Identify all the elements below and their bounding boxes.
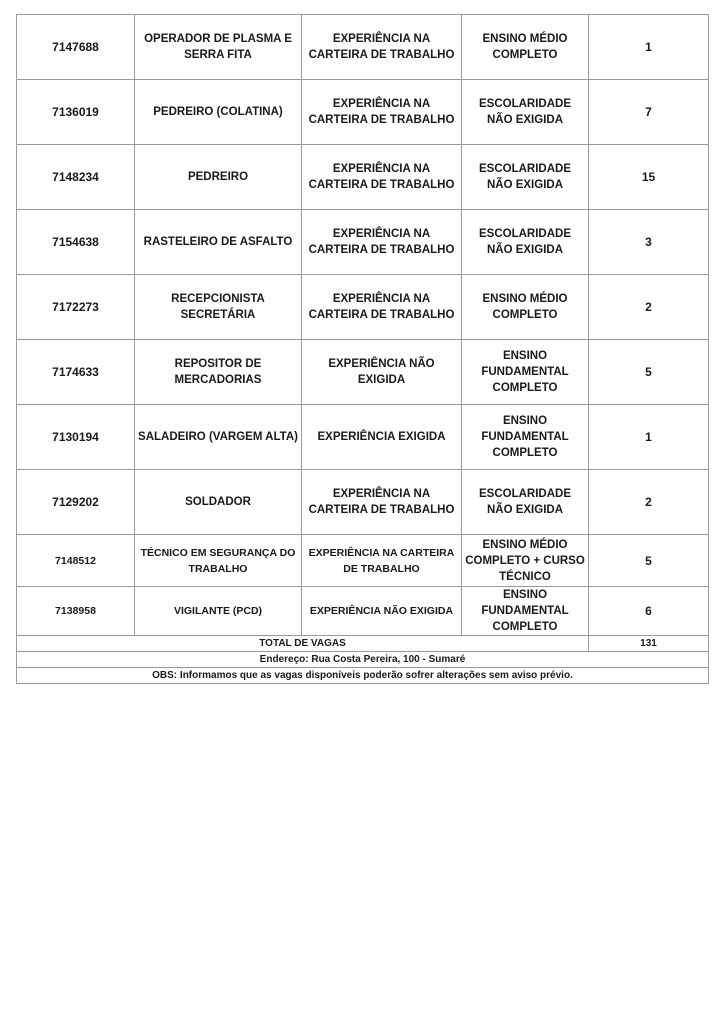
- education-cell: ENSINO MÉDIO COMPLETO: [462, 15, 589, 80]
- vacancies-cell: 15: [589, 145, 709, 210]
- job-title-cell: RECEPCIONISTA SECRETÁRIA: [135, 275, 302, 340]
- job-code-cell: 7174633: [17, 340, 135, 405]
- education-cell: ENSINO MÉDIO COMPLETO: [462, 275, 589, 340]
- job-title-cell: REPOSITOR DE MERCADORIAS: [135, 340, 302, 405]
- table-row: [17, 210, 709, 275]
- job-code-cell: 7130194: [17, 405, 135, 470]
- total-label: TOTAL DE VAGAS: [17, 636, 589, 652]
- table-row: [17, 145, 709, 210]
- vacancies-cell: 7: [589, 80, 709, 145]
- job-code-cell: 7129202: [17, 470, 135, 535]
- experience-cell: EXPERIÊNCIA NA CARTEIRA DE TRABALHO: [302, 275, 462, 340]
- education-cell: ENSINO FUNDAMENTAL COMPLETO: [462, 340, 589, 405]
- job-code-cell: 7138958: [17, 587, 135, 636]
- job-title-cell: VIGILANTE (PCD): [135, 587, 302, 636]
- education-cell: ESCOLARIDADE NÃO EXIGIDA: [462, 145, 589, 210]
- experience-cell: EXPERIÊNCIA NA CARTEIRA DE TRABALHO: [302, 470, 462, 535]
- experience-cell: EXPERIÊNCIA EXIGIDA: [302, 405, 462, 470]
- total-value: 131: [589, 636, 709, 652]
- table-row: [17, 275, 709, 340]
- job-title-cell: SOLDADOR: [135, 470, 302, 535]
- job-title-cell: RASTELEIRO DE ASFALTO: [135, 210, 302, 275]
- job-code-cell: 7148234: [17, 145, 135, 210]
- experience-cell: EXPERIÊNCIA NA CARTEIRA DE TRABALHO: [302, 145, 462, 210]
- job-code-cell: 7147688: [17, 15, 135, 80]
- education-cell: ENSINO MÉDIO COMPLETO + CURSO TÉCNICO: [462, 535, 589, 587]
- table-row: [17, 340, 709, 405]
- vacancies-cell: 3: [589, 210, 709, 275]
- vacancies-cell: 5: [589, 340, 709, 405]
- vacancies-cell: 2: [589, 470, 709, 535]
- experience-cell: EXPERIÊNCIA NA CARTEIRA DE TRABALHO: [302, 80, 462, 145]
- total-row: [17, 636, 709, 652]
- vacancies-cell: 6: [589, 587, 709, 636]
- vacancies-cell: 5: [589, 535, 709, 587]
- experience-cell: EXPERIÊNCIA NÃO EXIGIDA: [302, 340, 462, 405]
- note-row: [17, 668, 709, 684]
- vacancies-cell: 2: [589, 275, 709, 340]
- job-title-cell: OPERADOR DE PLASMA E SERRA FITA: [135, 15, 302, 80]
- vacancies-cell: 1: [589, 15, 709, 80]
- experience-cell: EXPERIÊNCIA NA CARTEIRA DE TRABALHO: [302, 210, 462, 275]
- job-code-cell: 7136019: [17, 80, 135, 145]
- job-title-cell: TÉCNICO EM SEGURANÇA DO TRABALHO: [135, 535, 302, 587]
- experience-cell: EXPERIÊNCIA NA CARTEIRA DE TRABALHO: [302, 15, 462, 80]
- experience-cell: EXPERIÊNCIA NA CARTEIRA DE TRABALHO: [302, 535, 462, 587]
- address-row: [17, 652, 709, 668]
- education-cell: ENSINO FUNDAMENTAL COMPLETO: [462, 587, 589, 636]
- table-row: [17, 405, 709, 470]
- note-text: OBS: Informamos que as vagas disponíveis poderão sofrer alterações sem aviso prévio.: [17, 668, 709, 684]
- table-row: [17, 587, 709, 636]
- education-cell: ESCOLARIDADE NÃO EXIGIDA: [462, 210, 589, 275]
- job-title-cell: PEDREIRO: [135, 145, 302, 210]
- job-code-cell: 7172273: [17, 275, 135, 340]
- education-cell: ESCOLARIDADE NÃO EXIGIDA: [462, 470, 589, 535]
- table-row: [17, 470, 709, 535]
- job-vacancies-table: [16, 14, 709, 684]
- job-code-cell: 7154638: [17, 210, 135, 275]
- table-row: [17, 535, 709, 587]
- address-text: Endereço: Rua Costa Pereira, 100 - Sumaré: [17, 652, 709, 668]
- experience-cell: EXPERIÊNCIA NÃO EXIGIDA: [302, 587, 462, 636]
- table-row: [17, 15, 709, 80]
- education-cell: ESCOLARIDADE NÃO EXIGIDA: [462, 80, 589, 145]
- education-cell: ENSINO FUNDAMENTAL COMPLETO: [462, 405, 589, 470]
- job-title-cell: SALADEIRO (VARGEM ALTA): [135, 405, 302, 470]
- vacancies-cell: 1: [589, 405, 709, 470]
- job-title-cell: PEDREIRO (COLATINA): [135, 80, 302, 145]
- job-code-cell: 7148512: [17, 535, 135, 587]
- table-row: [17, 80, 709, 145]
